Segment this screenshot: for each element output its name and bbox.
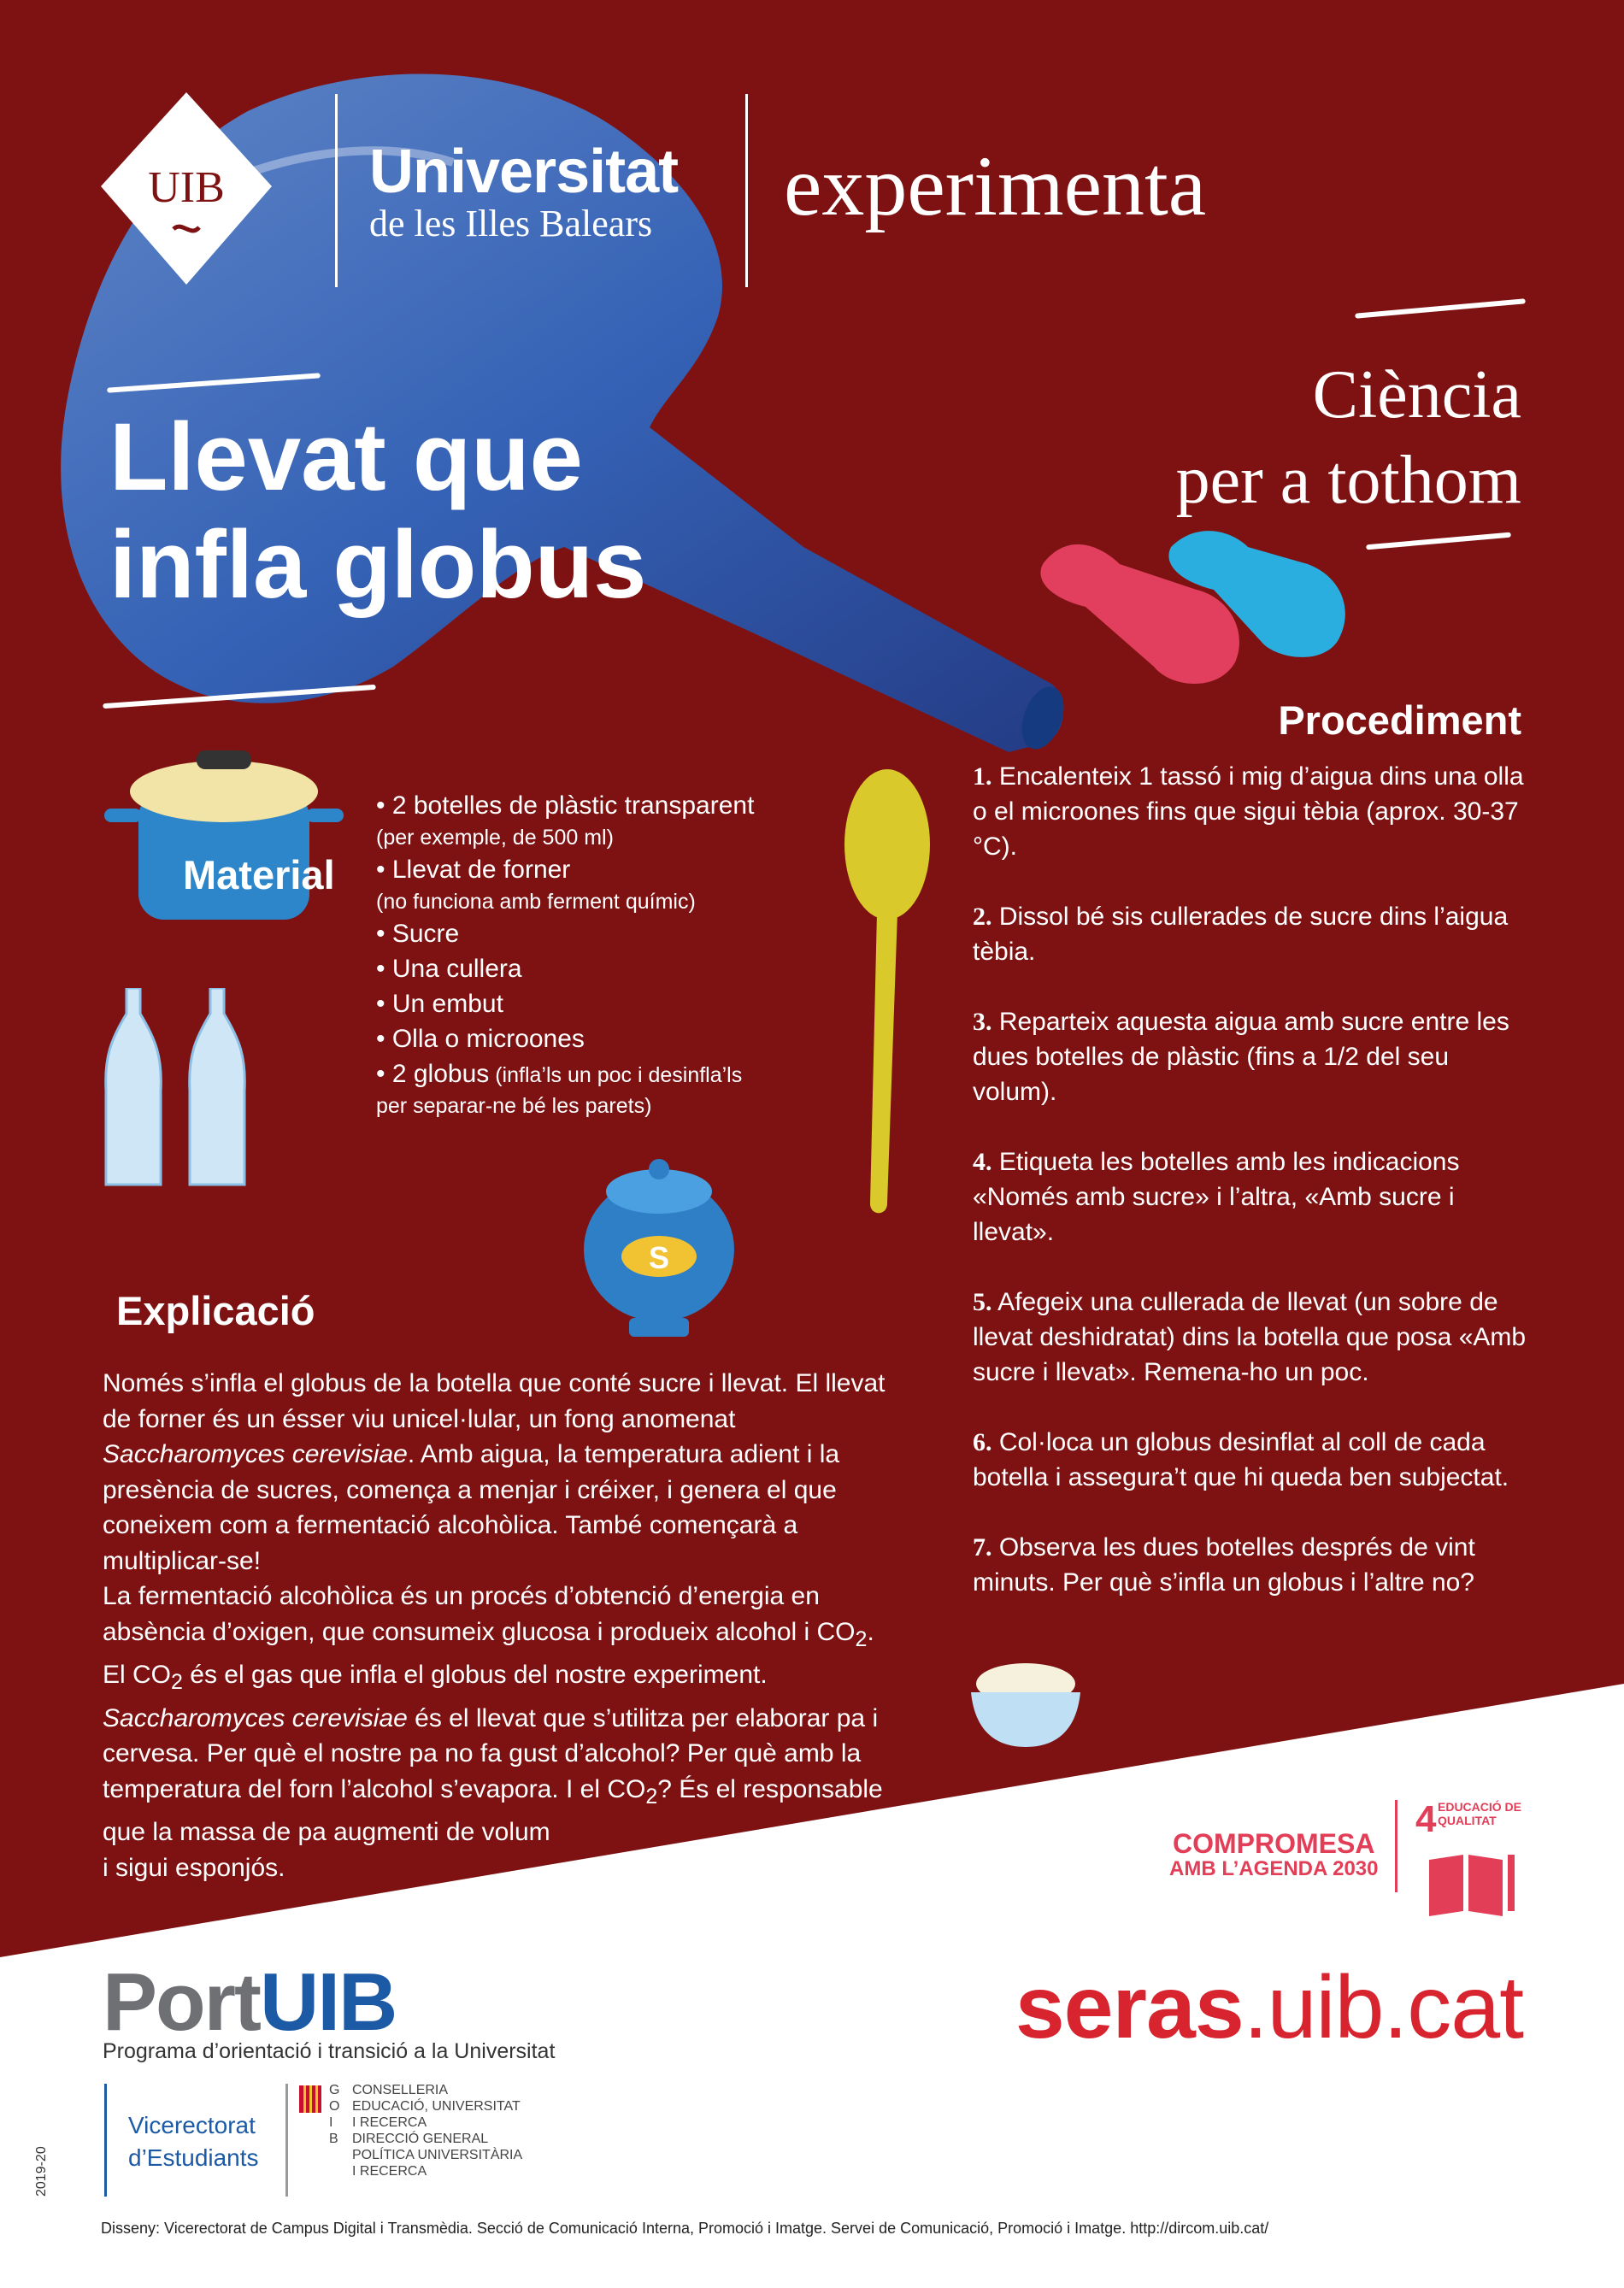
material-item: • Sucre (376, 920, 460, 948)
step-number: 6. (973, 1428, 992, 1456)
step-number: 4. (973, 1148, 992, 1176)
material-item-text: • Llevat de forner (376, 856, 571, 884)
explanation-text-span: és el llevat que s’utilitza per elaborar pa i cervesa. Per què el nostre pa no fa gust d’alcohol? Per què amb la temperatura del forn l’alcohol s’evapora. I el CO (103, 1703, 879, 1803)
step-text: Col·loca un globus desinflat al coll de cada botella i assegura’t que hi queda ben subjectat. (973, 1428, 1509, 1491)
explanation-text-span: El CO (103, 1661, 172, 1689)
spoon-illustration (836, 768, 939, 1220)
explanation-text-span: . (867, 1617, 874, 1646)
step-text: Encalenteix 1 tassó i mig d’aigua dins una olla o el microones fins que sigui tèbia (aprox. 30-37 °C). (973, 762, 1524, 861)
goib-letter: B (329, 2132, 338, 2146)
book-pencil-icon (1426, 1851, 1518, 1920)
subscript: 2 (855, 1626, 868, 1651)
procedure-step (973, 1285, 1537, 1390)
goib-letter: I (329, 2115, 333, 2130)
procedure-step (973, 1004, 1537, 1109)
explanation-paragraph-2 (103, 1579, 906, 1657)
material-item-text: • 2 globus (376, 1060, 490, 1088)
bottles-illustration (96, 988, 275, 1193)
explanation-text (103, 1366, 906, 1885)
material-list (376, 788, 821, 1120)
material-heading: Material (183, 852, 335, 897)
portuib-logo (103, 1956, 396, 2050)
sdg-label: EDUCACIÓ DE QUALITAT (1438, 1800, 1522, 1827)
gov-divider (285, 2084, 288, 2197)
vicerectorat-line-1: Vicerectorat (128, 2112, 256, 2138)
goib-letters (329, 2082, 339, 2147)
explanation-paragraph-3 (103, 1657, 906, 1701)
step-number: 1. (973, 762, 992, 791)
title-line-2: infla globus (109, 511, 647, 618)
tagline-line-2: per a tothom (1175, 443, 1521, 518)
explanation-text-span: La fermentació alcohòlica és un procés d’obtenció d’energia en absència d’oxigen, que consumeix glucosa i produeix alcohol i CO (103, 1582, 856, 1646)
procedure-steps (973, 759, 1537, 1635)
step-text: Reparteix aquesta aigua amb sucre entre les dues botelles de plàstic (fins a 1/2 del seu volum). (973, 1008, 1509, 1106)
conselleria-line: EDUCACIÓ, UNIVERSITAT (352, 2099, 521, 2114)
title-line-1: Llevat que (109, 403, 583, 510)
dough-bowl-illustration (966, 1658, 1086, 1752)
design-credits: Disseny: Vicerectorat de Campus Digital i Transmèdia. Secció de Comunicació Interna, Promoció i Imatge. Servei de Comunicació, Promoció i Imatge. http://dircom.uib.cat/ (101, 2220, 1269, 2237)
explanation-text-span: ? És el responsable que la massa de pa augmenti de volum (103, 1774, 883, 1846)
series-title: experimenta (784, 138, 1207, 233)
page-title (109, 403, 759, 619)
header-divider (335, 94, 338, 287)
step-text: Afegeix una cullerada de llevat (un sobre de llevat deshidratat) dins la botella que posa «Amb sucre i llevat». Remena-ho un poc. (973, 1288, 1527, 1386)
logo-text: UIB (148, 163, 225, 212)
procedure-step (973, 759, 1537, 864)
goib-letter: O (329, 2099, 340, 2114)
step-text: Observa les dues botelles després de vint minuts. Per què s’infla un globus i l’altre no? (973, 1533, 1475, 1597)
procedure-heading: Procediment (1278, 697, 1521, 743)
material-item: • Un embut (376, 990, 503, 1018)
sdg-number: 4 (1415, 1798, 1437, 1840)
subscript: 2 (171, 1670, 183, 1694)
portuib-port: Port (103, 1956, 260, 2048)
pot-illustration (104, 740, 352, 937)
agenda-line-1: COMPROMESA (1173, 1828, 1375, 1859)
step-text: Dissol bé sis cullerades de sucre dins l’aigua tèbia. (973, 903, 1509, 966)
step-number: 7. (973, 1533, 992, 1562)
species-name: Saccharomyces cerevisiae (103, 1703, 408, 1732)
material-item: • Una cullera (376, 955, 522, 983)
seras-rest: .uib.cat (1243, 1958, 1523, 2057)
seras-url[interactable] (1015, 1957, 1523, 2059)
sugar-label: S (648, 1240, 670, 1275)
explanation-paragraph-4 (103, 1701, 906, 1850)
university-subtitle: de les Illes Balears (369, 203, 653, 244)
sugar-bowl-illustration (578, 1156, 740, 1344)
procedure-step (973, 1530, 1537, 1600)
material-item-note: per separar-ne bé les parets) (376, 1094, 652, 1118)
university-name: Universitat (369, 138, 679, 206)
conselleria-line: POLÍTICA UNIVERSITÀRIA (352, 2148, 523, 2162)
step-number: 3. (973, 1008, 992, 1036)
explanation-text-span: és el gas que infla el globus del nostre experiment. (182, 1661, 768, 1689)
material-item (376, 1056, 821, 1091)
agenda-line-2: AMB L’AGENDA 2030 (1169, 1857, 1379, 1880)
portuib-uib: UIB (260, 1956, 397, 2048)
step-number: 2. (973, 903, 992, 931)
govern-shield-icon (299, 2085, 321, 2113)
conselleria-line: DIRECCIÓ GENERAL (352, 2132, 489, 2146)
tagline (1176, 352, 1521, 523)
agenda-2030-badge (1169, 1829, 1379, 1880)
procedure-step (973, 1144, 1537, 1250)
material-item: • Olla o microones (376, 1025, 585, 1053)
material-item-note: (infla’ls un poc i desinfla’ls (489, 1063, 743, 1087)
balloons-illustration (1034, 513, 1359, 701)
agenda-divider (1395, 1800, 1397, 1892)
vicerectorat-line-2: d’Estudiants (128, 2144, 259, 2171)
conselleria (352, 2082, 522, 2179)
seras-bold: seras (1015, 1958, 1244, 2057)
explanation-text-span: Només s’infla el globus de la botella que conté sucre i llevat. El llevat de forner és un ésser viu unicel·lular, un fong anomenat (103, 1369, 886, 1433)
explanation-heading: Explicació (116, 1288, 315, 1333)
explanation-paragraph-5: i sigui esponjós. (103, 1853, 285, 1882)
step-number: 5. (973, 1288, 992, 1316)
conselleria-line: I RECERCA (352, 2164, 427, 2179)
edition-year: 2019-20 (34, 2146, 49, 2197)
explanation-paragraph-1 (103, 1366, 906, 1579)
tagline-line-1: Ciència (1312, 357, 1521, 432)
material-item-note: (per exemple, de 500 ml) (376, 826, 614, 850)
vicerectorat (128, 2109, 259, 2174)
goib-letter: G (329, 2083, 340, 2097)
portuib-subtitle: Programa d’orientació i transició a la Universitat (103, 2039, 556, 2063)
step-text: Etiqueta les botelles amb les indicacions «Només amb sucre» i l’altra, «Amb sucre i llevat». (973, 1148, 1460, 1246)
species-name: Saccharomyces cerevisiae (103, 1440, 408, 1468)
material-item-note: (no funciona amb ferment químic) (376, 890, 696, 914)
material-item (376, 788, 821, 823)
subscript: 2 (645, 1784, 658, 1809)
procedure-step (973, 1425, 1537, 1495)
vicerectorat-bar (104, 2084, 107, 2197)
material-item-text: • 2 botelles de plàstic transparent (376, 791, 755, 820)
sdg-4-badge (1415, 1798, 1522, 1841)
uib-logo (101, 92, 272, 289)
conselleria-line: I RECERCA (352, 2115, 427, 2130)
header-divider-2 (745, 94, 748, 287)
explanation-text-span: . Amb aigua, la temperatura adient i la presència de sucres, comença a menjar i créixer, i genera el que coneixem com a fermentació alcohòlica. També començarà a multiplicar-se! (103, 1440, 840, 1575)
material-item (376, 852, 821, 887)
conselleria-line: CONSELLERIA (352, 2083, 449, 2097)
procedure-step (973, 899, 1537, 969)
